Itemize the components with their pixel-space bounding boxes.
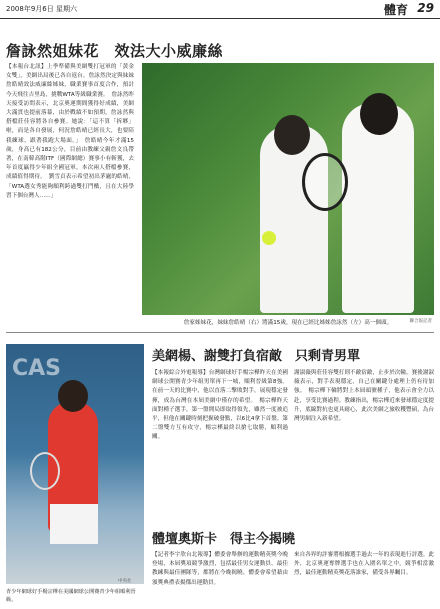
tennis-ball-icon <box>262 231 276 245</box>
photo2-caption: 青少年網球好手楊宗樺在美國網球公開賽青少年組順利晉級。 <box>6 589 136 603</box>
player-photo <box>6 344 144 584</box>
story1-headline: 詹詠然姐妹花 效法大小威廉絲 <box>6 42 224 60</box>
story3-body-right: 來自各界的評審將根據選手過去一年的表現進行評選。此外，北京奧運奪牌選手也在入圍名單之中，競爭相當激烈，最佳運動精英獎花落誰家，備受各界矚目。 <box>294 552 434 577</box>
photo1-caption: 詹家姊妹花，妹妹詹皓晴（右）將滿15歲，現在已經比姊姊詹詠然（左）高一個頭。 <box>183 320 393 326</box>
section-title: 體育 <box>383 3 408 17</box>
player-head <box>58 380 88 412</box>
story2-body-right: 謝淑薇與莊佳容雙打則不敵宿敵，止步於次輪。賽後謝淑薇表示，對手表現穩定，自己在關鍵分處理上仍有待加強。 楊宗樺下輪將對上本屆頭號種子，他表示會全力以赴，享受比賽過程。教練指出，楊宗樺近來發球穩定度提升，底線對抗也更具耐心，此次美網之旅收穫豐碩，為台灣男網注入新希望。 <box>294 370 434 423</box>
story3-body-left: 【記者李宇欣台北報導】體委會舉辦的運動精英獎今晚登場，本屆獎項競爭激烈，包括最佳男女運動員、最佳教練與最佳團隊等，都將在今晚揭曉。體委會希望藉由頒獎典禮表揚傑出運動員。 <box>152 552 288 586</box>
player-right-head <box>360 93 398 135</box>
story3-headline: 體壇奧斯卡 得主今揭曉 <box>152 532 296 547</box>
page-number: 29 <box>417 1 434 15</box>
issue-date: 2008年9月6日 星期六 <box>6 5 77 13</box>
tennis-racket-icon <box>302 153 348 211</box>
page-header <box>0 0 440 19</box>
story1-body: 【本報台北訊】上季準備與美網雙打冠軍的「黃金女雙」，美網出局後已各自返台。詹詠然決定與妹妹詹皓晴效法威廉絲姊妹，職業賽事首度合作，預計今天飛往吉里島，挑戰WTA等級職業賽。 詹詠然昨天接受訪問表示，北京奧運期間獲得好成績，美網大滿貫也提前落幕，由於戰績不如預期，詹詠然與搭檔莊佳容將各自參賽。她說：「這不算「拆夥」啦，而是各自發展，何況詹皓晴已經長大，也要陪我練球，跟著我跑大場面。」 詹皓晴今年才滿15歲，身高已有182公分，目前由教練父親詹文良帶著，在南韓高階ITF（國際網總）賽事小有斬獲，去年首度贏得少年組全國冠軍。本次兩人搭檔參賽，成績值得期待。 劉雪貞表示希望初出茅廬的皓晴，「WTA選女秀能夠順利跨過雙打門檻，且在大陸學習下個台灣人……」 <box>6 64 134 199</box>
story2-body-left: 【本報綜合外電報導】台灣網球好手楊宗樺昨天在美國網球公開賽青少年組男單再下一城，順利晉級第8強。在前一天的比賽中，他以直落二擊敗對手，展現穩定發揮，成為台灣在本屆美網中僅存的希望。 楊宗樺昨天面對種子選手，第一盤開局即取得領先，雖然一度被追平，但他在關鍵時刻把握破發點，以6比4拿下首盤。第二盤雙方互有攻守，楊宗樺最終以搶七取勝，順利過關。 <box>152 370 288 441</box>
player-shorts <box>50 504 98 544</box>
sisters-photo <box>142 63 434 315</box>
story2-headline: 美網楊、謝雙打負宿敵 只剩青男單 <box>152 349 361 364</box>
background-sign: CAS <box>12 356 62 381</box>
player-left-head <box>274 115 310 155</box>
tennis-racket-icon <box>30 452 60 490</box>
photo2-credit: 中央社 <box>118 579 132 584</box>
photo1-credit: 聯合報記者 <box>409 319 432 324</box>
section-divider <box>6 332 434 333</box>
